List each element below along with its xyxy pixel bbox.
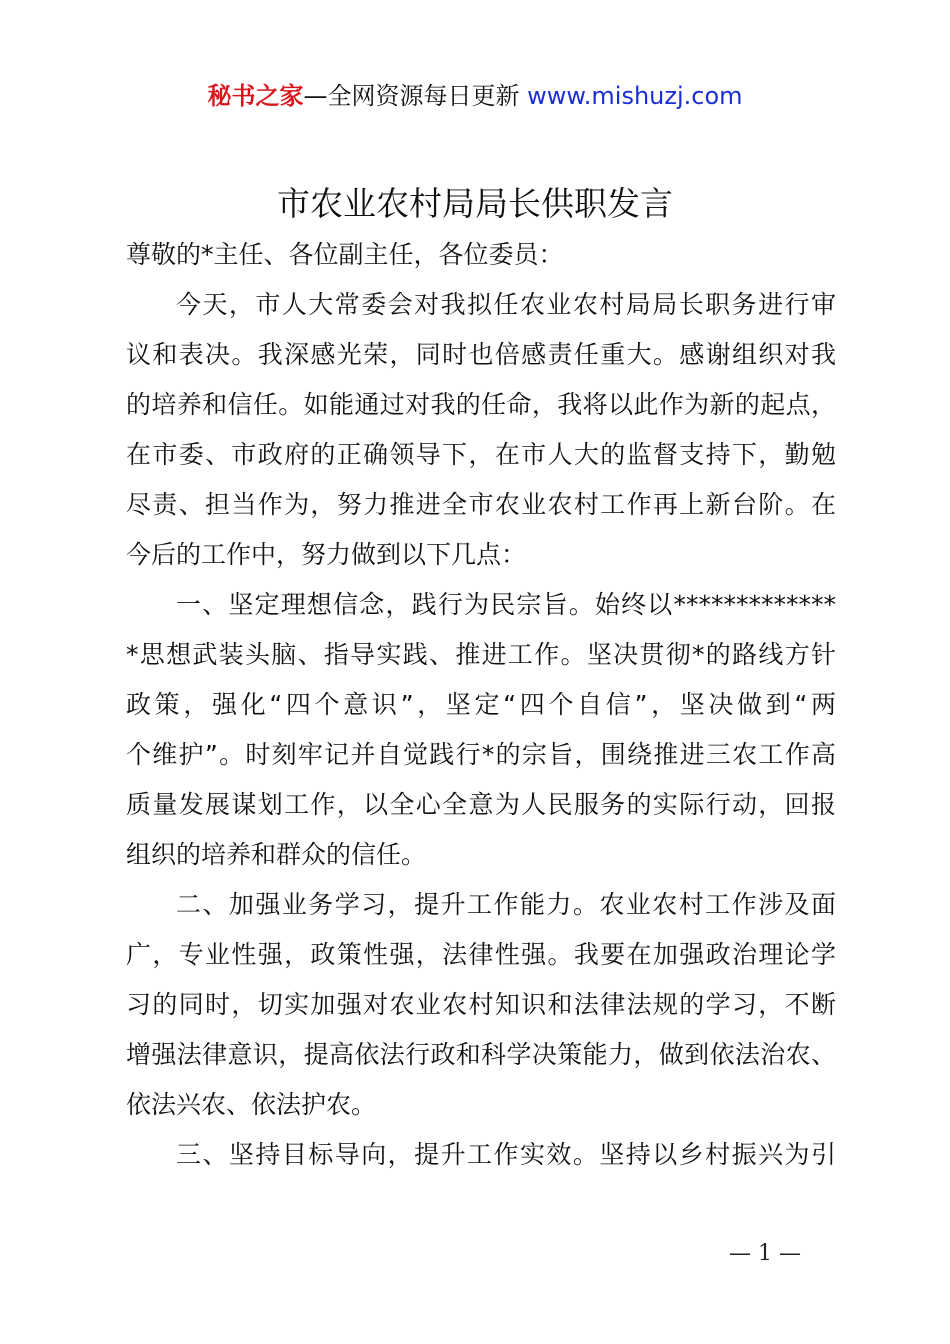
paragraph-line: 质量发展谋划工作，以全心全意为人民服务的实际行动，回报: [126, 790, 836, 819]
paragraph-line: 习的同时，切实加强对农业农村知识和法律法规的学习，不断: [126, 990, 836, 1019]
paragraph-line: 个维护”。时刻牢记并自觉践行*的宗旨，围绕推进三农工作高: [126, 740, 836, 769]
paragraph-line: 组织的培养和群众的信任。: [126, 840, 427, 869]
paragraph-line: 政策，强化“四个意识”，坚定“四个自信”，坚决做到“两: [126, 690, 836, 719]
paragraph-line: 今后的工作中，努力做到以下几点：: [126, 540, 527, 569]
site-header: [0, 78, 950, 114]
document-body: [126, 230, 836, 1180]
paragraph-line: 今天，市人大常委会对我拟任农业农村局局长职务进行审: [176, 290, 836, 319]
paragraph-line: 尽责、担当作为，努力推进全市农业农村工作再上新台阶。在: [126, 490, 836, 519]
site-url-link[interactable]: www.mishuzj.com: [527, 82, 743, 110]
paragraph-line: 议和表决。我深感光荣，同时也倍感责任重大。感谢组织对我: [126, 340, 836, 369]
paragraph-line: 的培养和信任。如能通过对我的任命，我将以此作为新的起点，: [126, 390, 836, 419]
paragraph-intro: [126, 280, 836, 580]
page-number: — 1 —: [729, 1241, 801, 1266]
paragraph-point-3: [126, 1130, 836, 1180]
salutation: 尊敬的*主任、各位副主任，各位委员：: [126, 240, 564, 269]
paragraph-line: 三、坚持目标导向，提升工作实效。坚持以乡村振兴为引: [176, 1140, 836, 1169]
site-name: 秘书之家: [207, 82, 304, 110]
paragraph-point-1: [126, 580, 836, 880]
paragraph-line: *思想武装头脑、指导实践、推进工作。坚决贯彻*的路线方针: [126, 640, 836, 669]
paragraph-line: 在市委、市政府的正确领导下，在市人大的监督支持下，勤勉: [126, 440, 836, 469]
paragraph-line: 增强法律意识，提高依法行政和科学决策能力，做到依法治农、: [126, 1040, 836, 1069]
paragraph-line: 二、加强业务学习，提升工作能力。农业农村工作涉及面: [176, 890, 836, 919]
paragraph-line: 依法兴农、依法护农。: [126, 1090, 377, 1119]
paragraph-point-2: [126, 880, 836, 1130]
site-tagline: —全网资源每日更新: [303, 82, 520, 110]
paragraph-line: 一、坚定理想信念，践行为民宗旨。始终以*************: [176, 590, 836, 619]
paragraph-line: 广，专业性强，政策性强，法律性强。我要在加强政治理论学: [126, 940, 836, 969]
document-title: 市农业农村局局长供职发言: [277, 184, 673, 223]
